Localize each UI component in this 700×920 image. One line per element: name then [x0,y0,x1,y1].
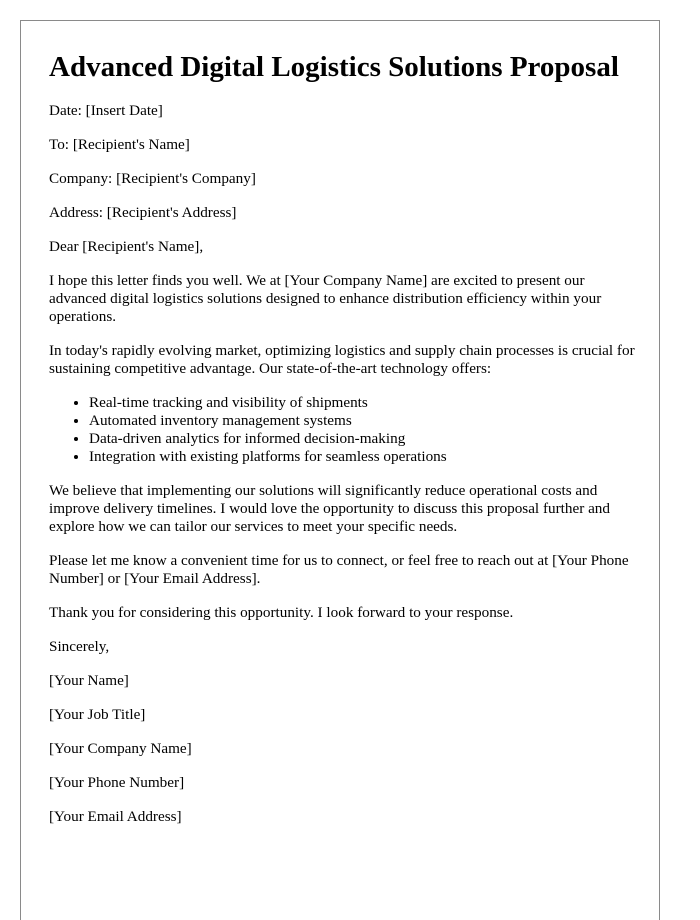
letter-page [20,20,660,920]
signature-phone: [Your Phone Number] [49,774,185,791]
letter-content [49,49,639,826]
letter-title: Advanced Digital Logistics Solutions Proposal [49,51,619,83]
recipient-name-line: To: [Recipient's Name] [49,136,190,153]
salutation: Dear [Recipient's Name], [49,238,204,255]
list-item: • Real-time tracking and visibility of shipments [89,394,639,412]
thanks-paragraph: Thank you for considering this opportunity. I look forward to your response. [49,604,514,621]
recipient-address-line: Address: [Recipient's Address] [49,204,237,221]
list-item: • Automated inventory management systems [89,412,639,430]
signature-job-title: [Your Job Title] [49,706,146,723]
features-list [49,394,639,466]
intro-paragraph: I hope this letter finds you well. We at [Your Company Name] are excited to present our advanced digital logistics solutions designed to enhance distribution efficiency within your operations. [49,272,602,325]
signature-name: [Your Name] [49,672,129,689]
contact-paragraph: Please let me know a convenient time for us to connect, or feel free to reach out at [Your Phone Number] or [Your Email Address]. [49,552,629,587]
date-line: Date: [Insert Date] [49,102,163,119]
list-item: • Data-driven analytics for informed decision-making [89,430,639,448]
list-item: • Integration with existing platforms for seamless operations [89,448,639,466]
signature-company: [Your Company Name] [49,740,192,757]
benefits-paragraph: We believe that implementing our solutions will significantly reduce operational costs and improve delivery timelines. I would love the opportunity to discuss this proposal further and explore how we can tailor our services to meet your specific needs. [49,482,610,535]
market-paragraph: In today's rapidly evolving market, optimizing logistics and supply chain processes is crucial for sustaining competitive advantage. Our state-of-the-art technology offers: [49,342,635,377]
signature-email: [Your Email Address] [49,808,182,825]
closing: Sincerely, [49,638,110,655]
recipient-company-line: Company: [Recipient's Company] [49,170,256,187]
